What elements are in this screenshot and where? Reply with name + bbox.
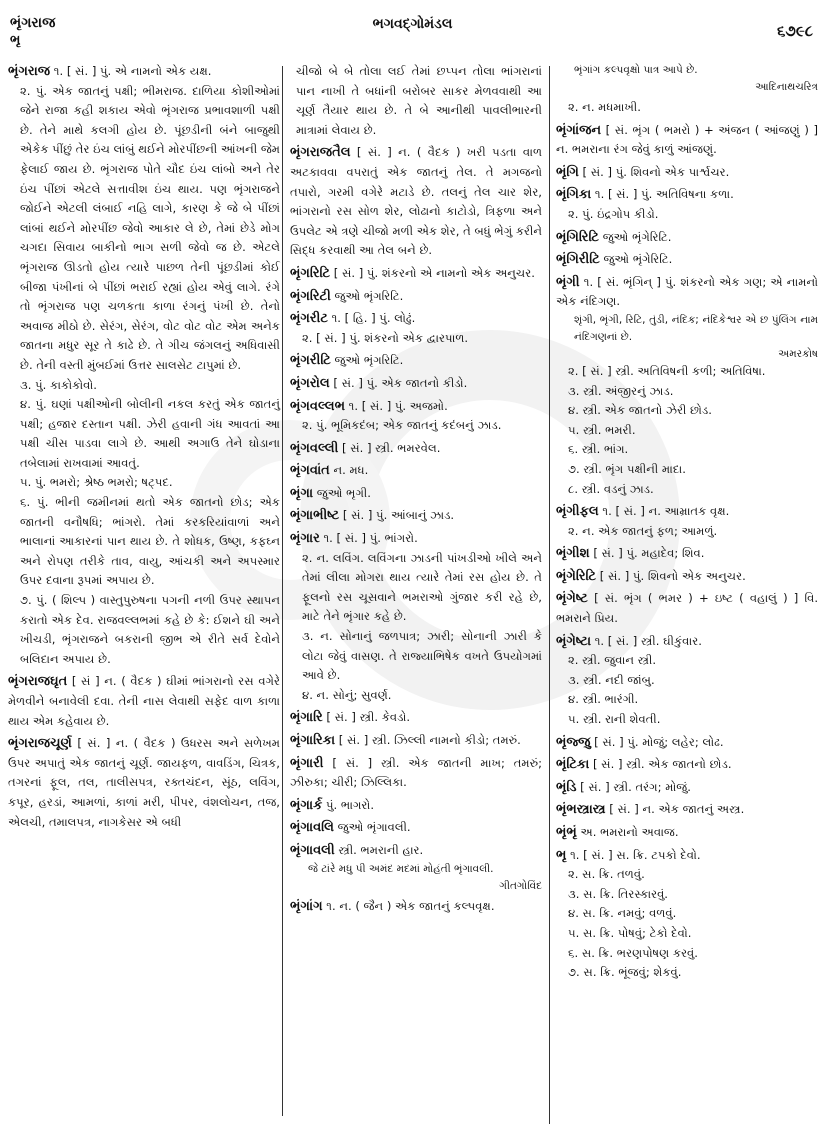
dictionary-entry [556,800,818,820]
headword: ભૃંગેષ્ટ [556,591,588,607]
sense-item: ૩. પું. કાકોકોવો. [20,377,97,392]
headword: ભૃંગાંજન [556,122,602,138]
dictionary-entry [290,439,542,459]
sense-item: ૬. સ્ત્રી. ભાંગ. [568,442,629,457]
definition-text: [ સં. ] સ્ત્રી. ભમરવેલ. [341,440,441,455]
dictionary-title: ભગવદ્ગોમંડલ [372,16,453,32]
dictionary-entry [290,62,542,140]
sense-item: ૨. સ્ત્રી. જુવાન સ્ત્રી. [568,653,657,668]
headword: ભૃંગરોલ [290,375,330,391]
dictionary-entry [556,846,818,983]
definition-text: [ સં. ભૃંગ ( ભમરો ) + અંજન ( આંજણું ) ] ન. ભમરાના રંગ જેવું કાળું આંજણું. [556,122,818,157]
dictionary-entry [290,529,542,705]
dictionary-entry [556,733,818,753]
headword: ભૃંગાભીષ્ટ [290,508,340,524]
headword: ભૃંગિરિટિ [556,229,599,245]
sense-item: ૪. ન. સોનું; સુવર્ણ. [302,687,392,702]
definition-text: જુઓ ભૃંગાવલી. [337,820,411,835]
headword: ભૃંગાર [290,531,320,547]
definition-text: [ સં. ] સ્ત્રી. કેવડો. [326,710,411,725]
citation-source: ગીતગોવિંદ [499,879,542,892]
definition-text: [ સં. ] સ્ત્રી. ઝિલ્લી નામનો કીડો; તમરું. [338,733,521,747]
column-1 [8,62,280,835]
dictionary-entry [8,734,280,832]
column-3 [556,62,818,986]
sense-item: ૫. સ્ત્રી. ભમરી. [568,422,636,437]
headword: ભૃ [556,847,567,863]
dictionary-entry [290,731,542,751]
sense-item: ૫. સ્ત્રી. રાની શેવતી. [568,712,661,727]
headword: ભૃંગરાજતૈલ [290,145,351,161]
sense-item: ૩. ન. સોનાનું જળપાત્ર; ઝારી; સોનાની ઝારી કે લોટા જેવું વાસણ. તે રાજ્યાભિષેક વખતે ઉપયોગમાં આવે છે. [302,629,542,683]
dictionary-entry [290,506,542,526]
definition-text: [ સં. ] પું. શિવનો એક અનુચર. [599,568,746,583]
headword: ભૃંગવલ્લભ [290,398,345,414]
guide-word-bottom: ભૃ [10,33,21,48]
definition-text: [ સં. ભૃંગ ( ભમર ) + ઇષ્ટ ( વહાલું ) ] વિ. ભમરાને પ્રિય. [556,591,819,626]
sense-item: ૫. સ. ક્રિ. પોષવું; ટેકો દેવો. [568,925,692,940]
headword: ભૃંગરિટિ [290,265,331,281]
headword: ભૃંજ્જુ [556,734,591,750]
headword: ભૃંગાવલી [290,842,335,858]
definition-text: ૧. [ સં. ભૃંગિન્ ] પું. શંકરનો એક ગણ; એ નામનો એક નંદિગણ. [556,274,818,309]
dictionary-entry [290,264,542,284]
citation-quote: જે ટાંરે મધુ પી અમંદ મદમાં મોહંતી ભૃંગાવલી. [308,862,494,875]
sense-item: ૬. સ. ક્રિ. ભરણપોષણ કરવું. [568,945,698,960]
definition-text: જુઓ ભૃંગેરિટિ. [603,252,673,267]
definition-text: ૧. [ સં. ] પું. અતિવિષના કળા. [594,187,734,202]
headword: ભૃંગાંગ [290,898,323,914]
dictionary-entry [556,250,818,270]
headword: ભૃંટિકા [556,757,590,773]
headword: ભૃંગિ [556,164,579,180]
definition-text: જુઓ ભૃંગેરિટિ. [602,229,672,244]
dictionary-entry [556,185,818,224]
headword: ભૃંગા [290,485,314,501]
headword: ભૃંગિરીટિ [556,252,600,268]
headword: ભૃંગિકા [556,187,592,203]
headword: ભૃંગરીટ [290,311,328,327]
sense-item: ૨. પું. ભૂમિકદંબ; એક જાતનું કદંબનું ઝાડ. [302,418,502,433]
sense-item: ૬. પું. ભીની જમીનમાં થતો એક જાતનો છોડ; એક જાતની વનૌષધિ; ભાંગરો. તેમાં કરકરિયાંવાળાં અને ભાલાનાં આકારનાં પાન થાય છે. તે શોધક, ઉષ્ણ, કફઘ્ન અને રોપણ તરીકે તાવ, વાયુ, આંચકી અને અપસ્માર ઉપર દવાના રૂપમાં અપાય છે. [20,495,280,588]
dictionary-entry [290,397,542,436]
guide-word-top: ભૃંગરાજ [10,15,56,31]
sense-item: ૨. સ. ક્રિ. તળવું. [568,867,645,882]
dictionary-entry [556,823,818,843]
dictionary-entry [556,567,818,587]
definition-text: ચીજો બે બે તોલા લઈ તેમાં છપ્પન તોલા ભાંગરાનાં પાન નાખી તે બધાંની બરોબર સાકર મેળવવાથી આ ચૂર્ણ તૈયાર થાય છે. તે બે આનીથી પાવલીભારની માત્રામાં લેવાય છે. [296,64,542,137]
dictionary-entry [290,897,542,917]
headword: ભૃંગરાજચૂર્ણ [8,736,72,752]
dictionary-entry [556,502,818,541]
sense-item: ૮. સ્ત્રી. વડનું ઝાડ. [568,481,654,496]
dictionary-entry [556,755,818,775]
sense-item: ૨. ન. મધમાખી. [568,100,641,114]
headword: ભૃંગવલ્લી [290,440,339,456]
definition-text: [ સં. ] પું. મોજું; લહેર; લોઢ. [594,734,724,749]
sense-item: ૭. પું. ( શિલ્પ ) વાસ્તુપુરુષના પગની નળી ઉપર સ્થાપન કરાતો એક દેવ. રાજવલ્લભમાં કહે છે કે: ઈશને ઘી અને ખીચડી, ભૃંગરાજને બકરાની જીભ એ રીતે સર્વ દેવોને બલિદાન અપાય છે. [20,593,280,666]
definition-text: ૧. [ હિ. ] પું. લોઢું. [331,311,416,326]
dictionary-entry [8,62,280,669]
headword: ભૃંગી [556,274,580,290]
column-divider-1 [282,66,283,1116]
definition-text: જુઓ ભૃગી. [316,485,371,500]
headword: ભૃંભૃં [556,825,577,840]
dictionary-entry [556,778,818,798]
dictionary-entry [556,121,818,160]
definition-text: [ સં. ] ન. ( વૈદક ) ખરી પડતા વાળ અટકાવવા વપરાતું એક જાતનું તેલ. તે મગજનો તપારો, ગરમી વગેરે મટાડે છે. તલનું તેલ ચાર શેર, ભાંગરાનો રસ સોળ શેર, લોઢાનો કાટોડો, ત્રિફળા અને ઉપલેટ એ ત્રણે ચીજો મળી એક શેર, તે બધું ભેગું કરીને સિદ્ધ કરવાથી આ તેલ બને છે. [290,145,542,258]
citation-quote: ભૃંગાંગ કલ્પવૃક્ષો પાત્ર આપે છે. [574,64,698,76]
definition-text: [ સં. ] પું. શિવનો એક પાર્શ્વચર. [582,164,730,179]
dictionary-entry [556,228,818,248]
dictionary-entry [290,351,542,371]
definition-text: ૧. ન. ( જૈન ) એક જાતનું કલ્પવૃક્ષ. [326,898,495,913]
dictionary-entry [556,632,818,730]
dictionary-entry [290,818,542,838]
dictionary-entry [290,484,542,504]
definition-text: [ સં. ] સ્ત્રી. તરંગ; મોજું. [580,779,691,794]
dictionary-entry [556,98,818,118]
sense-item: ૩. સ. ક્રિ. તિરસ્કારવું. [568,886,668,901]
definition-text: [ સં. ] પું. મહાદેવ; શિવ. [593,546,705,561]
definition-text: [ સં. ] પું. આંબાનું ઝાડ. [342,508,455,523]
dictionary-entry [290,287,542,307]
headword: ભૃંગારી [290,755,324,771]
citation-source: આદિનાથચરિત્ર [755,81,818,93]
sense-item: ૨. પું. ઇંદ્રગોપ કીડો. [568,206,659,221]
headword: ભૃંગારિકા [290,733,336,748]
headword: ભૃંડિ [556,779,577,795]
sense-item: ૩. સ્ત્રી. અંજીરનું ઝાડ. [568,383,674,398]
sense-item: ૨. [ સં. ] સ્ત્રી. અતિવિષની કળી; અતિવિષા. [568,363,766,378]
definition-text: ૧. [ સં. ] પું. એ નામનો એક યક્ષ. [53,64,212,78]
definition-text: [ સં. ] ન. એક જાતનું અસ્ત્ર. [609,802,745,817]
sense-item: ૨. ન. લવિંગ. લવિંગના ઝાડની પાંખડીઓ ખીલે અને તેમાં લીલા મોગરા થાય ત્યારે તેમાં રસ હોય છે. તે ફૂલનો રસ ચૂસવાને ભમરાઓ ગુંજાર કરી રહે છે, માટે તેને ભૃંગાર કહે છે. [302,550,542,624]
page-header [0,0,825,55]
dictionary-entry [556,163,818,183]
headword: ભૃંગરીટિ [290,353,331,369]
headword: ભૃંગાર્ક [290,797,323,813]
sense-item: ૭. સ. ક્રિ. ભૂંજવું; શેકવું. [568,965,682,980]
definition-text: [ સં. ] સ્ત્રી. એક જાતની માખ; તમરું; ઝીરુકા; ચીરી; ઝિલ્લિકા. [290,755,543,790]
definition-text: ૧. [ સં. ] પું. અજમો. [348,398,448,413]
sense-item: ૨. [ સં. ] પું. શંકરનો એક દ્વારપાળ. [302,330,469,345]
sense-item: ૩. સ્ત્રી. નદી જાંબુ. [568,672,655,687]
page-number: ૬૭૯૮ [777,22,813,40]
headword: ભૃંગવાંત [290,463,330,479]
definition-text: ૧. [ સં. ] પું. ભાંગરો. [323,531,418,546]
sense-item: ૪. સ. ક્રિ. નમવું; વળવું. [568,906,677,921]
sense-item: ૨. ન. એક જાતનું ફળ; આમળું. [568,523,718,538]
definition-text: ૧. [ સં. ] સ. ક્રિ. ટપકો દેવો. [570,847,701,862]
dictionary-entry [290,143,542,261]
headword: ભૃંગીફલ [556,504,599,520]
dictionary-entry [290,374,542,394]
sense-item: ૨. પું. એક જાતનું પક્ષી; ભીમરાજ. દાળિયા કોશીઓમાં જેને રાજા કહી શકાય એવો ભૃંગરાજ પ્રભાવશાળી પક્ષી છે. તેને માથે કલગી હોય છે. પૂંછડીની બંને બાજુથી એકેક પીંછું તેર ઇંચ લાંબું થઈને મોરપીંછની આંખની જેમ ફેલાઈ જાય છે. ભૃંગરાજ પોતે ચૌદ ઇંચ લાંબો અને તેર ઇંચ પીંછાં એટલે સત્તાવીશ ઇંચ થાય. પણ ભૃંગરાજને જોઈને એટલી લંબાઈ નહિ લાગે, કારણ કે જે બે પીંછાં લાંબાં થઈને મોરપીંછ જેવો આકાર લે છે, તેમાં છેડે મોગ ચગદા સિવાય બાકીનો ભાગ સળી જેવો જ છે. એટલે ભૃંગરાજ ઊડતો હોય ત્યારે પાછળ તેની પૂંછડીમાં કોઈ બીજા પંખીનાં બે પીંછાં ભરાઈ રહ્યાં હોય એવું લાગે. રંગે તો ભૃંગરાજ પણ ચળકતા કાળા રંગનું પંખી છે. તેનો અવાજ મીઠો છે. સેરંગ, સેરંગ, વોટ વોટ વોટ એમ અનેક જાતના મધુર સૂર તે કાઢે છે. તે ગીચ જંગલનું અધિવાસી છે. તેની વસ્તી મુંબઈમાં ઉત્તર સાલસેટ ટાપુમાં છે. [20,83,280,372]
column-2 [290,62,542,919]
definition-text: [ સં. ] પું. એક જાતનો કીડો. [333,375,468,390]
headword: ભૃંભસ્ત્રાસ્ત્ર [556,802,606,818]
dictionary-entry [556,273,818,499]
dictionary-entry [556,589,818,628]
column-divider-2 [549,66,550,1124]
dictionary-entry [290,841,542,894]
dictionary-entry [8,672,280,731]
dictionary-entry [290,309,542,348]
headword: ભૃંગેષ્ટા [556,633,592,649]
sense-item: ૪. સ્ત્રી. ભારંગી. [568,692,639,707]
headword: ભૃંગરાજઘૃત [8,674,68,690]
headword: ભૃંગરાજ [8,64,51,79]
definition-text: [ સં. ] સ્ત્રી. એક જાતનો છોડ. [592,757,732,772]
definition-text: જુઓ ભૃંગરિટિ. [334,288,404,303]
citation-quote: શૃંગી, ભૃંગી, રિટિ, તુંડી, નંદિક; નંદિકેશ્વર એ છ પુંલિંગ નામ નંદિગણનાં છે. [574,313,818,343]
sense-item: ૪. સ્ત્રી. એક જાતનો ઝેરી છોડ. [568,403,712,418]
definition-text: ૧. [ સં. ] ન. આમ્રાતક વૃક્ષ. [602,504,730,519]
definition-text: ન. મધ. [333,463,369,478]
headword: ભૃંગીશ [556,546,590,562]
definition-text: [ સં. ] ન. ( વૈદક ) ઉધરસ અને સળેખમ ઉપર અપાતું એક જાતનું ચૂર્ણ. જાયફળ, વાવડિંગ, ચિત્રક, તગરનાં ફૂલ, તલ, તાલીસપત્ર, રક્તચંદન, સૂંઠ, લવિંગ, કપૂર, હરડાં, આમળાં, કાળાં મરી, પીપર, વંશલોચન, તજ, એલચી, તમાલપત્ર, નાગકેસર એ બધી [8,736,280,829]
definition-text: જુઓ ભૃંગરિટિ. [334,353,404,368]
sense-item: ૪. પું. ઘણાં પક્ષીઓની બોલીની નકલ કરતું એક જાતનું પક્ષી; હજાર દસ્તાન પક્ષી. ઝેરી હવાની ગંધ આવતાં આ પક્ષી ચીસ પાડવા લાગે છે. આથી અગાઉ તેને ઘોડાના તબેલામાં રાખવામાં આવતું. [20,397,280,470]
definition-text: સ્ત્રી. ભમરાની હાર. [338,842,424,857]
dictionary-entry [290,461,542,481]
dictionary-entry [290,754,542,793]
definition-text: [ સં ] ન. ( વૈદક ) ઘીમાં ભાંગરાનો રસ વગેરે મેળવીને બનાવેલી દવા. તેની નાસ લેવાથી સફેદ વાળ કાળા થાય એમ કહેવાય છે. [8,674,280,728]
dictionary-entry [290,796,542,816]
definition-text: [ સં. ] પું. શંકરનો એ નામનો એક અનુચર. [333,265,535,280]
headword: ભૃંગારિ [290,710,323,726]
citation-source: અમરકોષ [778,347,818,360]
definition-text: પું. ભાગરો. [325,797,375,812]
sense-item: ૭. સ્ત્રી. ભૃંગ પક્ષીની માદા. [568,461,686,476]
dictionary-entry [556,62,818,95]
definition-text: ૧. [ સં. ] સ્ત્રી. ઘીકુંવાર. [594,633,702,648]
sense-item: ૫. પું. ભમરો; શ્રેષ્ઠ ભમરો; ષટ્પદ. [20,475,173,490]
dictionary-entry [556,544,818,564]
headword: ભૃંગાવલિ [290,820,334,836]
dictionary-entry [290,708,542,728]
headword: ભૃંગેરિટિ [556,568,597,584]
definition-text: અ. ભમરાનો અવાજ. [580,825,679,839]
headword: ભૃંગરિટી [290,288,331,304]
